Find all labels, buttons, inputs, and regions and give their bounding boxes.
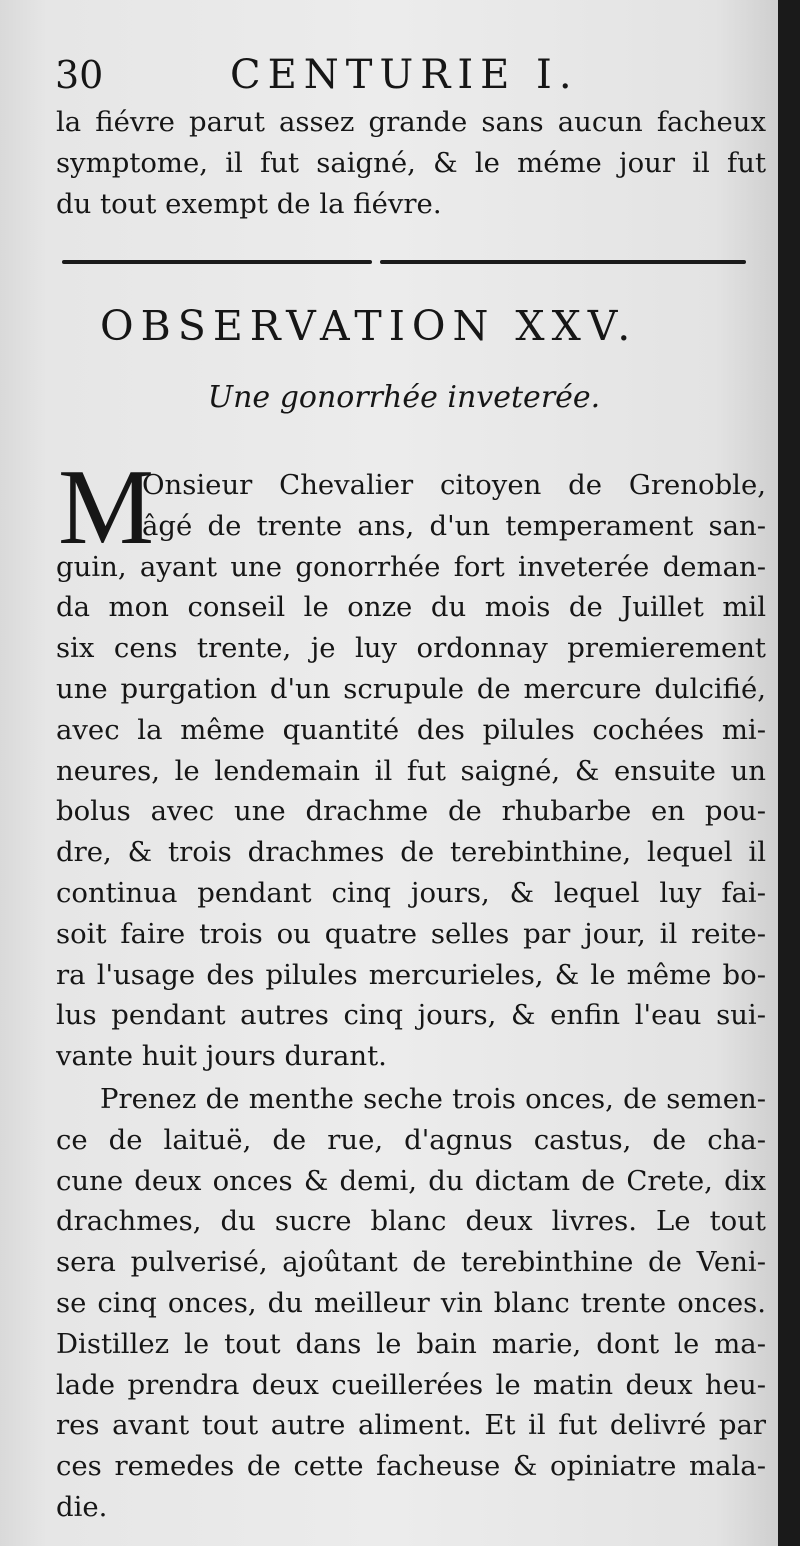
text-line: avec la même quantité des pilules cochées mi- xyxy=(56,713,766,746)
section-divider-right xyxy=(380,260,746,264)
page-header xyxy=(55,52,725,102)
running-head: CENTURIE I. xyxy=(230,52,579,98)
observation-subtitle: Une gonorrhée inveterée. xyxy=(207,380,601,415)
text-line: neures, le lendemain il fut saigné, & ensuite un xyxy=(56,754,766,787)
text-line: sera pulverisé, ajoûtant de terebinthine de Veni- xyxy=(56,1246,766,1279)
text-line: dre, & trois drachmes de terebinthine, lequel il xyxy=(56,836,766,869)
text-line: vante huit jours durant. xyxy=(56,1040,387,1073)
text-line: la fiévre parut assez grande sans aucun facheux xyxy=(56,106,766,138)
text-line: Prenez de menthe seche trois onces, de semen- xyxy=(100,1083,766,1115)
text-line: guin, ayant une gonorrhée fort inveterée deman- xyxy=(56,550,766,583)
drop-cap-initial: M xyxy=(58,448,155,567)
text-line: continua pendant cinq jours, & lequel luy fai- xyxy=(56,876,766,909)
observation-title: OBSERVATION XXV. xyxy=(100,302,638,350)
paragraph-2 xyxy=(56,1079,766,1528)
text-line: soit faire trois ou quatre selles par jour, il reite- xyxy=(56,917,766,950)
text-line: drachmes, du sucre blanc deux livres. Le tout xyxy=(56,1205,766,1238)
text-line: se cinq onces, du meilleur vin blanc trente onces. xyxy=(56,1286,766,1319)
text-line: Distillez le tout dans le bain marie, dont le ma- xyxy=(56,1327,766,1360)
text-line: symptome, il fut saigné, & le méme jour il fut xyxy=(56,146,766,179)
text-line: bolus avec une drachme de rhubarbe en pou- xyxy=(56,795,766,828)
text-line: res avant tout autre aliment. Et il fut delivré par xyxy=(56,1409,766,1442)
paragraph-1 xyxy=(56,465,766,1077)
section-divider-left xyxy=(62,260,372,264)
text-line: lus pendant autres cinq jours, & enfin l'eau sui- xyxy=(56,999,766,1032)
text-line: ce de laituë, de rue, d'agnus castus, de cha- xyxy=(56,1123,766,1156)
text-line: lade prendra deux cueillerées le matin deux heu- xyxy=(56,1368,766,1401)
text-line: du tout exempt de la fiévre. xyxy=(56,187,442,220)
text-line: Onsieur Chevalier citoyen de Grenoble, xyxy=(142,469,766,501)
text-line: da mon conseil le onze du mois de Juillet mil xyxy=(56,591,766,624)
text-line: die. xyxy=(56,1490,108,1523)
text-line: ra l'usage des pilules mercurieles, & le même bo- xyxy=(56,958,766,991)
text-line: ces remedes de cette facheuse & opiniatre mala- xyxy=(56,1450,766,1483)
text-line: cune deux onces & demi, du dictam de Crete, dix xyxy=(56,1164,766,1197)
intro-text xyxy=(56,102,766,224)
text-line: âgé de trente ans, d'un temperament san- xyxy=(142,509,766,542)
page-number: 30 xyxy=(55,53,104,97)
text-line: six cens trente, je luy ordonnay premierement xyxy=(56,632,766,665)
text-line: une purgation d'un scrupule de mercure dulcifié, xyxy=(56,672,766,705)
